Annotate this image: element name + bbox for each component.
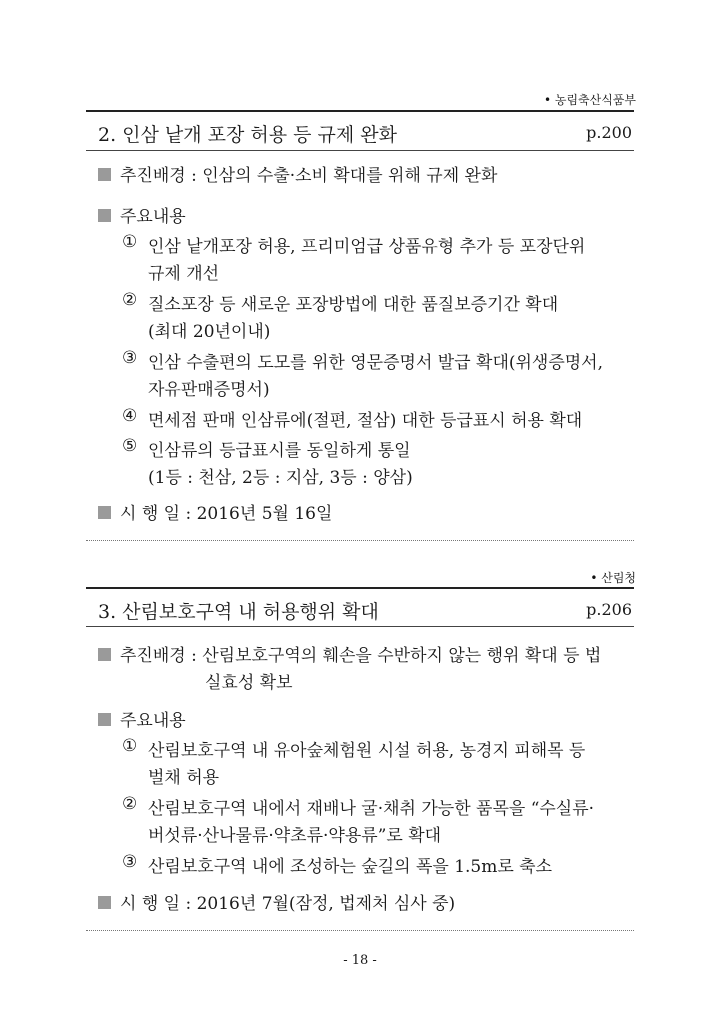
item-number: ① xyxy=(122,736,138,756)
item-text-cont: 벌채 허용 xyxy=(148,768,220,788)
item-text: 인삼 수출편의 도모를 위한 영문증명서 발급 확대(위생증명서, xyxy=(148,353,604,373)
item-number: ④ xyxy=(122,406,138,426)
item-text: 질소포장 등 새로운 포장방법에 대한 품질보증기간 확대 xyxy=(148,295,559,315)
item-text-cont: 규제 개선 xyxy=(148,264,220,284)
item-number: ① xyxy=(122,232,138,252)
item-number: ③ xyxy=(122,348,138,368)
ministry-label: • 산림청 xyxy=(590,571,636,585)
item-number: ② xyxy=(122,290,138,310)
item-number: ③ xyxy=(122,852,138,872)
section-divider xyxy=(86,930,634,931)
item-text: 면세점 판매 인삼류에(절편, 절삼) 대한 등급표시 허용 확대 xyxy=(148,411,583,431)
section-title-rule xyxy=(86,626,634,627)
item-number: ⑤ xyxy=(122,436,138,456)
section-page-ref: p.206 xyxy=(586,600,632,619)
square-bullet-icon xyxy=(98,168,111,181)
square-bullet-icon xyxy=(98,896,111,909)
contents-label: 주요내용 xyxy=(120,207,186,227)
page-number: - 18 - xyxy=(343,953,377,968)
background-text: 추진배경 : 산림보호구역의 훼손을 수반하지 않는 행위 확대 등 법 xyxy=(120,646,602,666)
background-text-cont: 실효성 확보 xyxy=(205,673,293,693)
item-text: 산림보호구역 내에서 재배나 굴·채취 가능한 품목을 “수실류· xyxy=(148,799,595,819)
section-divider xyxy=(86,540,634,541)
effective-date: 시 행 일 : 2016년 5월 16일 xyxy=(120,504,333,524)
item-text: 인삼 낱개포장 허용, 프리미엄급 상품유형 추가 등 포장단위 xyxy=(148,237,586,257)
section-page-ref: p.200 xyxy=(586,123,632,142)
square-bullet-icon xyxy=(98,506,111,519)
item-text: 산림보호구역 내에 조성하는 숲길의 폭을 1.5m로 축소 xyxy=(148,857,553,877)
item-number: ② xyxy=(122,794,138,814)
contents-label: 주요내용 xyxy=(120,711,186,731)
section-top-rule xyxy=(86,587,634,589)
square-bullet-icon xyxy=(98,713,111,726)
square-bullet-icon xyxy=(98,648,111,661)
section-top-rule xyxy=(86,110,634,112)
effective-date: 시 행 일 : 2016년 7월(잠정, 법제처 심사 중) xyxy=(120,894,456,914)
item-text: 산림보호구역 내 유아숲체험원 시설 허용, 농경지 피해목 등 xyxy=(148,741,586,761)
section-title: 3. 산림보호구역 내 허용행위 확대 xyxy=(98,601,379,623)
section-title-rule xyxy=(86,150,634,151)
item-text-cont: (최대 20년이내) xyxy=(148,322,271,342)
ministry-label: • 농림축산식품부 xyxy=(543,93,636,107)
square-bullet-icon xyxy=(98,209,111,222)
section-title: 2. 인삼 낱개 포장 허용 등 규제 완화 xyxy=(98,124,398,146)
item-text-cont: (1등 : 천삼, 2등 : 지삼, 3등 : 양삼) xyxy=(148,468,413,488)
background-text: 추진배경 : 인삼의 수출·소비 확대를 위해 규제 완화 xyxy=(120,166,498,186)
item-text: 인삼류의 등급표시를 동일하게 통일 xyxy=(148,441,411,461)
item-text-cont: 버섯류·산나물류·약초류·약용류”로 확대 xyxy=(148,826,442,846)
item-text-cont: 자유판매증명서) xyxy=(148,380,270,400)
